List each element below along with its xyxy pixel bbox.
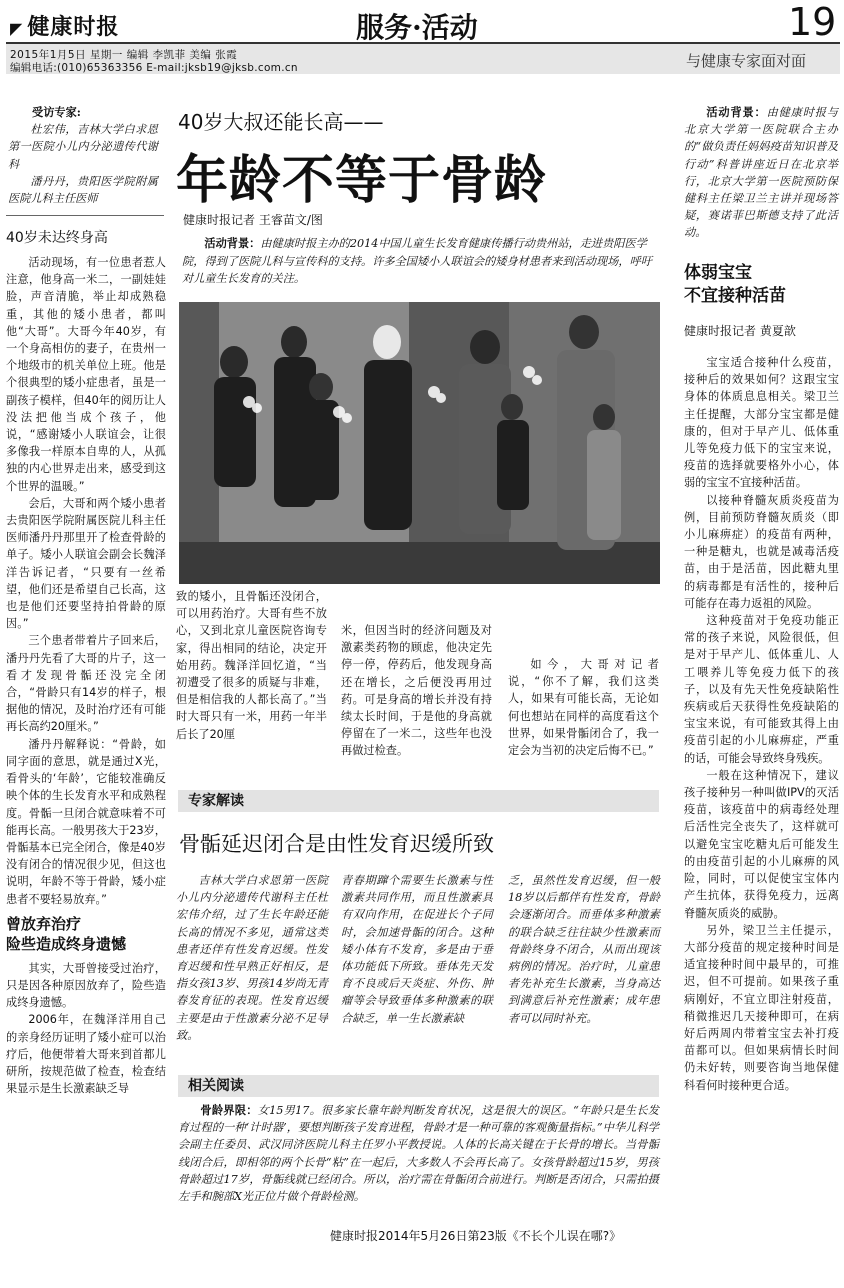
mid-col-2-text: 米，但因当时的经济问题及对激素类药物的顾虑，他决定先停一停，停药后，他发现身高还在增长，之后便没再用过药。可是身高的增长并没有持续太长时间，于是他的身高就停留在了一米二，这些年也没再做过检查。 <box>341 624 492 758</box>
source-credit: 健康时报2014年5月26日第23版《不长个儿误在哪?》 <box>330 1229 622 1243</box>
left-column <box>6 228 166 1097</box>
expert-col-1-text: 吉林大学白求恩第一医院小儿内分泌遗传代谢科主任杜宏伟介绍，过了生长年龄还能长高的情况不多见，通常这类患者还伴有性发育迟缓。性发育迟缓和性早熟正好相反，是指女孩13岁、男孩14岁尚无青春发育征的表现。性发育迟缓主要是由于性激素分泌不足导致。 <box>176 874 328 1042</box>
right-para-3: 这种疫苗对于免疫功能正常的孩子来说，风险很低，但是对于早产儿、低体重儿、人工喂养儿等免疫力低下的孩子，以及有先天性免疫缺陷性疾病或后天获得性免疫缺陷的宝宝来说，有可能致其得上由疫苗引起的小儿麻痹症，严重的话，可能会导致终身残疾。 <box>684 614 839 765</box>
kicker: 40岁大叔还能长高—— <box>178 110 384 134</box>
subhead-2 <box>6 914 166 954</box>
divider <box>6 215 164 216</box>
left-para-1: 活动现场，有一位患者惹人注意，他身高一米二，一副娃娃脸，声音清脆，举止却成熟稳重，其他的矮小患者，都叫他“大哥”。大哥今年40岁，有一个身高相仿的妻子，在贵州一个地级市的机关单位上班。他是个很典型的矮小症患者，虽是一副孩子模样，但40年的阅历让人没法把他当成个孩子，他说，“感谢矮小人联谊会，让很多像我一样原本自卑的人，从孤独的内心世界走出来，感受到这个世界的温暖。” <box>6 256 166 493</box>
right-para-4: 一般在这种情况下，建议孩子接种另一种叫做IPV的灭活疫苗，该疫苗中的病毒经处理后活性完全丧失了，这样就可以避免宝宝吃糖丸后可能发生的由疫苗引起的小儿麻痹的风险，同时，可以促使宝宝体内产生抗体，获得免疫力，远离脊髓灰质炎的威胁。 <box>684 768 839 920</box>
mid-col-3-text: 如今，大哥对记者说，“你不了解，我们这类人，如果有可能长高，无论如何也想站在同样的高度看这个世界，如果骨骺闭合了，我一定会为当初的决定后悔不已。” <box>508 658 659 758</box>
subhead-1: 40岁未达终身高 <box>6 230 108 246</box>
right-bg-text: 由健康时报与北京大学第一医院联合主办的“做负责任妈妈疫苗知识普及行动”科普讲座近日在北京举行，北京大学第一医院预防保健科主任梁卫兰主讲并现场答疑，赛诺菲巴斯德支持了此活动。 <box>684 106 838 240</box>
mid-col-1 <box>176 588 327 743</box>
right-para-5: 另外，梁卫兰主任提示，大部分疫苗的规定接种时间是适宜接种时间中最早的，可推迟，但不可提前。如果孩子重病刚好，不宜立即注射疫苗，稍微推迟几天接种即可，在病好后两周内带着宝宝去补打疫苗都可以。但如果病情长时间仍未好转，则要咨询当地保健科看何时接种更合适。 <box>684 923 839 1092</box>
left-para-5: 其实，大哥曾接受过治疗，只是因各种原因放弃了，险些造成终身遗憾。 <box>6 961 166 1010</box>
related-label: 骨龄界限： <box>200 1103 258 1117</box>
expert-2: 潘丹丹，贵阳医学院附属医院儿科主任医师 <box>8 174 158 206</box>
expert-section-title: 骨骺延迟闭合是由性发育迟缓所致 <box>179 832 494 856</box>
mid-col-3 <box>508 656 659 759</box>
expert-section-bar: 专家解读 <box>178 790 659 812</box>
related-text <box>178 1102 659 1205</box>
expert-1: 杜宏伟，吉林大学白求恩第一医院小儿内分泌遗传代谢科 <box>8 123 158 171</box>
headline: 年龄不等于骨龄 <box>176 150 548 211</box>
newspaper-logo <box>10 10 119 41</box>
section-tagline: 与健康专家面对面 <box>686 52 807 70</box>
logo-text: 健康时报 <box>27 14 120 40</box>
byline: 健康时报记者 王睿苗文/图 <box>183 213 323 227</box>
right-title <box>684 262 838 308</box>
subhead-2-line2: 险些造成终身遗憾 <box>6 934 127 953</box>
lead-text: 由健康时报主办的2014中国儿童生长发育健康传播行动贵州站，走进贵阳医学院，得到了医院儿科与宣传科的支持。许多全国矮小人联谊会的矮身材患者来到活动现场，呼吁对儿童生长发育的关注。 <box>182 237 652 285</box>
right-title-line2: 不宜接种活苗 <box>684 286 786 306</box>
right-bg-label: 活动背景： <box>706 105 767 119</box>
experts-box <box>8 104 158 207</box>
left-para-3: 三个患者带着片子回来后，潘丹丹先看了大哥的片子，这一看才发现骨骺还没完全闭合，“骨龄只有14岁的样子，根据他的情况，及时治疗还有可能再长高约20厘米。” <box>6 634 166 734</box>
right-activity-bg <box>684 104 838 242</box>
related-section-bar: 相关阅读 <box>178 1075 659 1097</box>
related-body: 女15男17。很多家长靠年龄判断发育状况，这是很大的误区。“年龄只是生长发育过程的一种‘计时器’，要想判断孩子发育进程，骨龄才是一种可靠的客观衡量指标。”中华儿科学会副主任委员、武汉同济医院儿科主任罗小平教授说。人体的长高关键在于长骨的增长。当骨骺线闭合后，即相邻的两个长骨“粘”在一起后，大多数人不会再长高了。女孩骨龄超过15岁，男孩骨龄超过17岁，骨骺线就已经闭合。所以，治疗需在骨骺闭合前进行。判断是否闭合，只需拍摄左手和腕部X光正位片做个骨龄检测。 <box>178 1104 659 1204</box>
event-photo <box>179 302 660 584</box>
editor-contact: 编辑电话:(010)65363356 E-mail:jksb19@jksb.com.cn <box>10 62 298 74</box>
right-body <box>684 354 839 1094</box>
expert-col-3-text: 乏，虽然性发育迟缓，但一般18岁以后都伴有性发育，骨龄会逐渐闭合。而垂体多种激素的联合缺乏往往缺少性激素而骨龄终身不闭合，从而出现该病例的情况。治疗时，儿童患者先补充生长激素，当身高达到满意后补充性激素；成年患者可以同时补充。 <box>508 874 660 1025</box>
logo-mark-icon: ◤ <box>10 19 24 38</box>
expert-col-2-text: 青春期蹿个需要生长激素与性激素共同作用，而且性激素具有双向作用，在促进长个子同时，会加速骨骺的闭合。这种矮小体有不发育，多是由于垂体功能低下所致。垂体先天发育不良或后天炎症、外伤、肿瘤等会导致垂体多种激素的联合缺乏，单一生长激素缺 <box>341 874 493 1025</box>
right-title-line1: 体弱宝宝 <box>684 263 752 283</box>
left-para-4: 潘丹丹解释说：“骨龄，如同字面的意思，就是通过X光，看骨头的‘年龄’，它能较准确反映个体的生长发育水平和成熟程度。骨骺一旦闭合就意味着不可能再长高。一般男孩大于23岁，骨骺基本已完全闭合，像是40岁没有闭合的情况很少见，但这也说明，年龄不等于骨龄，矮小症患者不要轻易放弃。” <box>6 737 166 906</box>
page-number: 19 <box>788 0 837 44</box>
right-para-1: 宝宝适合接种什么疫苗，接种后的效果如何？这跟宝宝身体的体质息息相关。梁卫兰主任提醒，大部分宝宝都是健康的，但对于早产儿、低体重儿等免疫力低下的宝宝来说，疫苗的选择就要格外小心，体弱的宝宝不宜接种活苗。 <box>684 356 839 490</box>
mid-col-1-text: 致的矮小，且骨骺还没闭合，可以用药治疗。大哥有些不放心，又到北京儿童医院咨询专家，得出相同的结论，决定开始用药。魏泽洋回忆道，“当初遭受了很多的质疑与非难，但是相信我的人都长高了。”当时大哥只有一米，用药一年半后长了20厘 <box>176 590 327 741</box>
mid-col-2 <box>341 622 492 760</box>
section-title: 服务·活动 <box>356 11 478 44</box>
right-para-2: 以接种脊髓灰质炎疫苗为例，目前预防脊髓灰质炎（即小儿麻痹症）的疫苗有两种，一种是糖丸，也就是减毒活疫苗，由于是活苗，因此糖丸里的病毒都是有活性的，接种后可能存在毒力返祖的风险。 <box>684 493 839 610</box>
expert-col-1 <box>176 872 328 1044</box>
experts-label: 受访专家: <box>32 105 81 119</box>
subhead-2-line1: 曾放弃治疗 <box>6 914 82 933</box>
lead-label: 活动背景： <box>204 236 261 250</box>
lead-paragraph <box>182 235 662 288</box>
left-para-2: 会后，大哥和两个矮小患者去贵阳医学院附属医院儿科主任医师潘丹丹那里开了检查骨龄的单子。矮小人联谊会副会长魏泽洋告诉记者，“只要有一丝希望，他们还是希望自己长高，这也是他们还要坚持拍骨龄的原因。” <box>6 496 166 631</box>
issue-date-editors: 2015年1月5日 星期一 编辑 李凯菲 美编 张霞 <box>10 49 238 61</box>
expert-col-2 <box>341 872 493 1027</box>
expert-col-3 <box>508 872 660 1027</box>
group-photo-illustration <box>179 302 660 584</box>
right-byline: 健康时报记者 黄夏歆 <box>684 324 796 338</box>
left-para-6: 2006年，在魏泽洋用自己的亲身经历证明了矮小症可以治疗后，他便带着大哥来到首都儿研所，按规范做了检查，检查结果显示是生长激素缺乏导 <box>6 1013 166 1096</box>
